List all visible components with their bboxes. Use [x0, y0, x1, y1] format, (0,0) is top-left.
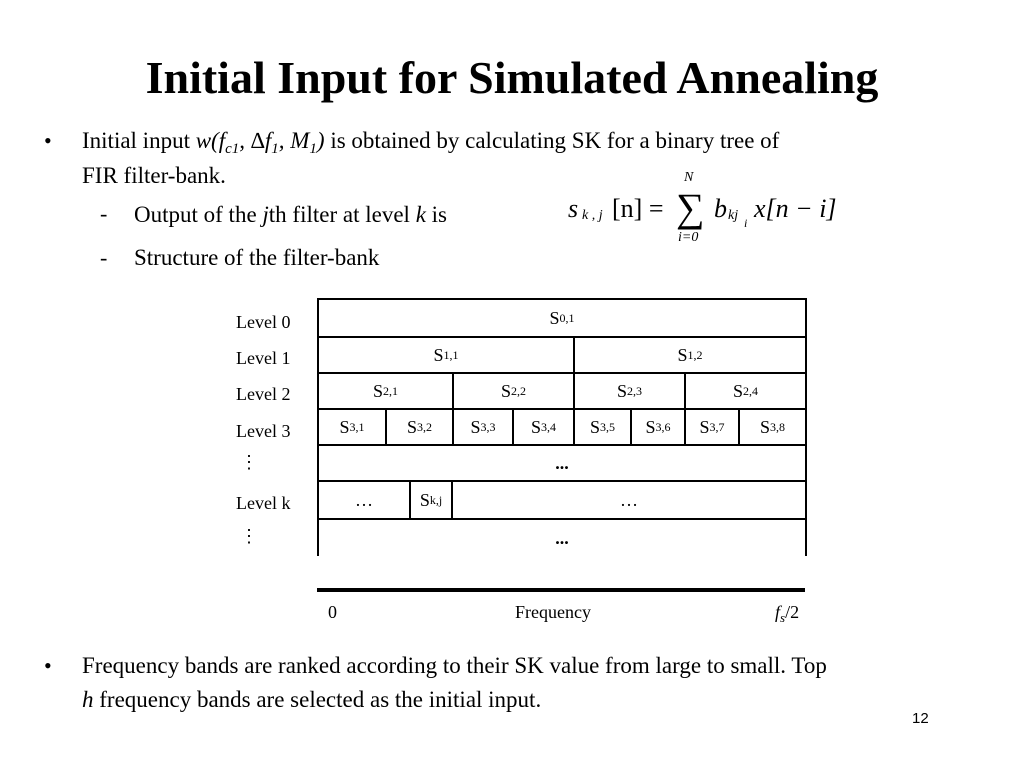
cell-s: S — [589, 416, 600, 437]
tree-row-k — [319, 482, 805, 518]
sub1-k: k — [415, 202, 426, 227]
cell-s: S — [433, 344, 444, 365]
formula-lower: i=0 — [678, 230, 699, 245]
sub1-mid: th filter at level — [268, 202, 416, 227]
bullet2-line1: Frequency bands are ranked according to their SK value from large to small. Top — [82, 653, 827, 678]
tree-cell — [514, 410, 575, 444]
cell-sub: 2,3 — [627, 383, 642, 398]
tree-cell — [575, 338, 805, 372]
tree-row-3 — [319, 410, 805, 444]
sub1-pre: Output of the — [134, 202, 263, 227]
cell-sub: k,j — [429, 492, 443, 507]
tree-row-2 — [319, 374, 805, 408]
filter-bank-tree — [317, 298, 807, 556]
cell-s: S — [616, 380, 627, 401]
cell-s: S — [372, 380, 383, 401]
formula-kj-sub: k , j — [582, 208, 603, 223]
cell-sub: 3,2 — [417, 419, 432, 434]
w-open: w(f — [195, 128, 226, 153]
cell-sub: 3,1 — [349, 419, 365, 434]
tree-cell — [454, 374, 575, 408]
tree-cell-ellipsis-left: … — [319, 482, 411, 518]
fs-tail: /2 — [785, 602, 800, 622]
tree-cell — [319, 410, 387, 444]
bullet1-w-expr — [195, 128, 325, 157]
cell-sub: 2,4 — [743, 383, 758, 398]
cell-s: S — [549, 307, 560, 328]
formula-b-subsub: i — [744, 216, 748, 230]
formula-x: x[n − i] — [754, 194, 837, 223]
w-sub1: c1 — [225, 141, 240, 157]
cell-s: S — [530, 416, 541, 437]
cell-s: S — [500, 380, 511, 401]
tree-cell — [740, 410, 805, 444]
tree-cell — [575, 374, 686, 408]
tree-cell — [454, 410, 514, 444]
cell-sub: 1,2 — [687, 347, 703, 362]
bullet1-line2: FIR filter-bank. — [82, 163, 226, 188]
bullet-marker: • — [44, 653, 52, 678]
cell-s: S — [339, 416, 350, 437]
cell-sub: 3,5 — [600, 419, 615, 434]
sub1-j: j — [262, 202, 269, 227]
formula-sigma: ∑ — [676, 185, 705, 230]
tree-cell — [575, 410, 632, 444]
level-k-label: Level k — [236, 493, 291, 513]
w-mid1: , ∆f — [239, 128, 272, 153]
bullet1-post: is obtained by calculating SK for a binary tree of — [324, 128, 780, 153]
frequency-axis — [317, 588, 805, 592]
fs-f: f — [775, 602, 781, 622]
w-mid2: , M — [278, 128, 310, 153]
cell-s: S — [470, 416, 481, 437]
cell-sub: 3,8 — [770, 419, 785, 434]
cell-sub: 2,2 — [511, 383, 526, 398]
tree-row-ellipsis — [319, 446, 805, 480]
tree-ellipsis: ... — [555, 452, 569, 473]
w-close: ) — [316, 128, 325, 153]
bullet2-h: h — [82, 687, 94, 712]
cell-sub: 3,7 — [709, 419, 725, 434]
cell-sub: 3,3 — [480, 419, 496, 434]
axis-zero: 0 — [328, 602, 337, 622]
formula-b-sub: kj — [728, 208, 739, 223]
tree-cell-kj — [411, 482, 453, 518]
cell-sub: 3,4 — [541, 419, 556, 434]
level-1-label: Level 1 — [236, 348, 291, 368]
w-sub3: 1 — [309, 141, 317, 157]
axis-fs-label — [775, 602, 799, 626]
formula-lhs-n: [n] = — [612, 194, 664, 223]
level-2-label: Level 2 — [236, 384, 291, 404]
tree-cell — [319, 300, 805, 336]
sub2-text: Structure of the filter-bank — [134, 245, 380, 270]
tree-cell — [387, 410, 454, 444]
fs-sub: s — [780, 610, 786, 625]
bullet-marker: • — [44, 128, 52, 153]
cell-s: S — [419, 489, 430, 510]
dash-marker-1: - — [100, 201, 108, 226]
cell-s: S — [732, 380, 743, 401]
cell-s: S — [677, 344, 688, 365]
axis-frequency-label: Frequency — [515, 602, 591, 622]
level-3-label: Level 3 — [236, 421, 291, 441]
cell-s: S — [759, 416, 770, 437]
cell-sub: 2,1 — [383, 383, 398, 398]
tree-row-1 — [319, 338, 805, 372]
w-sub2: 1 — [271, 141, 279, 157]
tree-cell — [686, 410, 740, 444]
tree-ellipsis: ... — [555, 527, 569, 548]
bullet2-line2 — [82, 683, 541, 717]
cell-sub: 0,1 — [559, 310, 575, 325]
sk-formula — [568, 170, 858, 250]
tree-row-0 — [319, 300, 805, 336]
cell-s: S — [645, 416, 656, 437]
cell-s: S — [406, 416, 417, 437]
tree-row-ellipsis-2 — [319, 520, 805, 556]
cell-sub: 3,6 — [655, 419, 671, 434]
formula-s: s — [568, 194, 579, 223]
formula-b: b — [714, 194, 727, 223]
sub1-text — [134, 198, 447, 232]
cell-s: S — [699, 416, 710, 437]
tree-cell — [319, 338, 575, 372]
cell-sub: 1,1 — [443, 347, 459, 362]
tree-cell — [632, 410, 686, 444]
bullet1-pre: Initial input — [82, 128, 196, 153]
sub1-post: is — [425, 202, 447, 227]
level-vdots-2: ⋮ — [240, 526, 258, 546]
level-vdots-1: ⋮ — [240, 452, 258, 472]
page-number: 12 — [912, 710, 929, 727]
dash-marker-2: - — [100, 245, 108, 270]
tree-cell — [686, 374, 805, 408]
formula-upper: N — [684, 170, 694, 185]
bullet2-line2-text: frequency bands are selected as the initial input. — [93, 687, 542, 712]
tree-cell — [319, 374, 454, 408]
tree-cell-ellipsis-right: … — [620, 489, 638, 510]
level-0-label: Level 0 — [236, 312, 291, 332]
slide-title: Initial Input for Simulated Annealing — [145, 52, 879, 103]
